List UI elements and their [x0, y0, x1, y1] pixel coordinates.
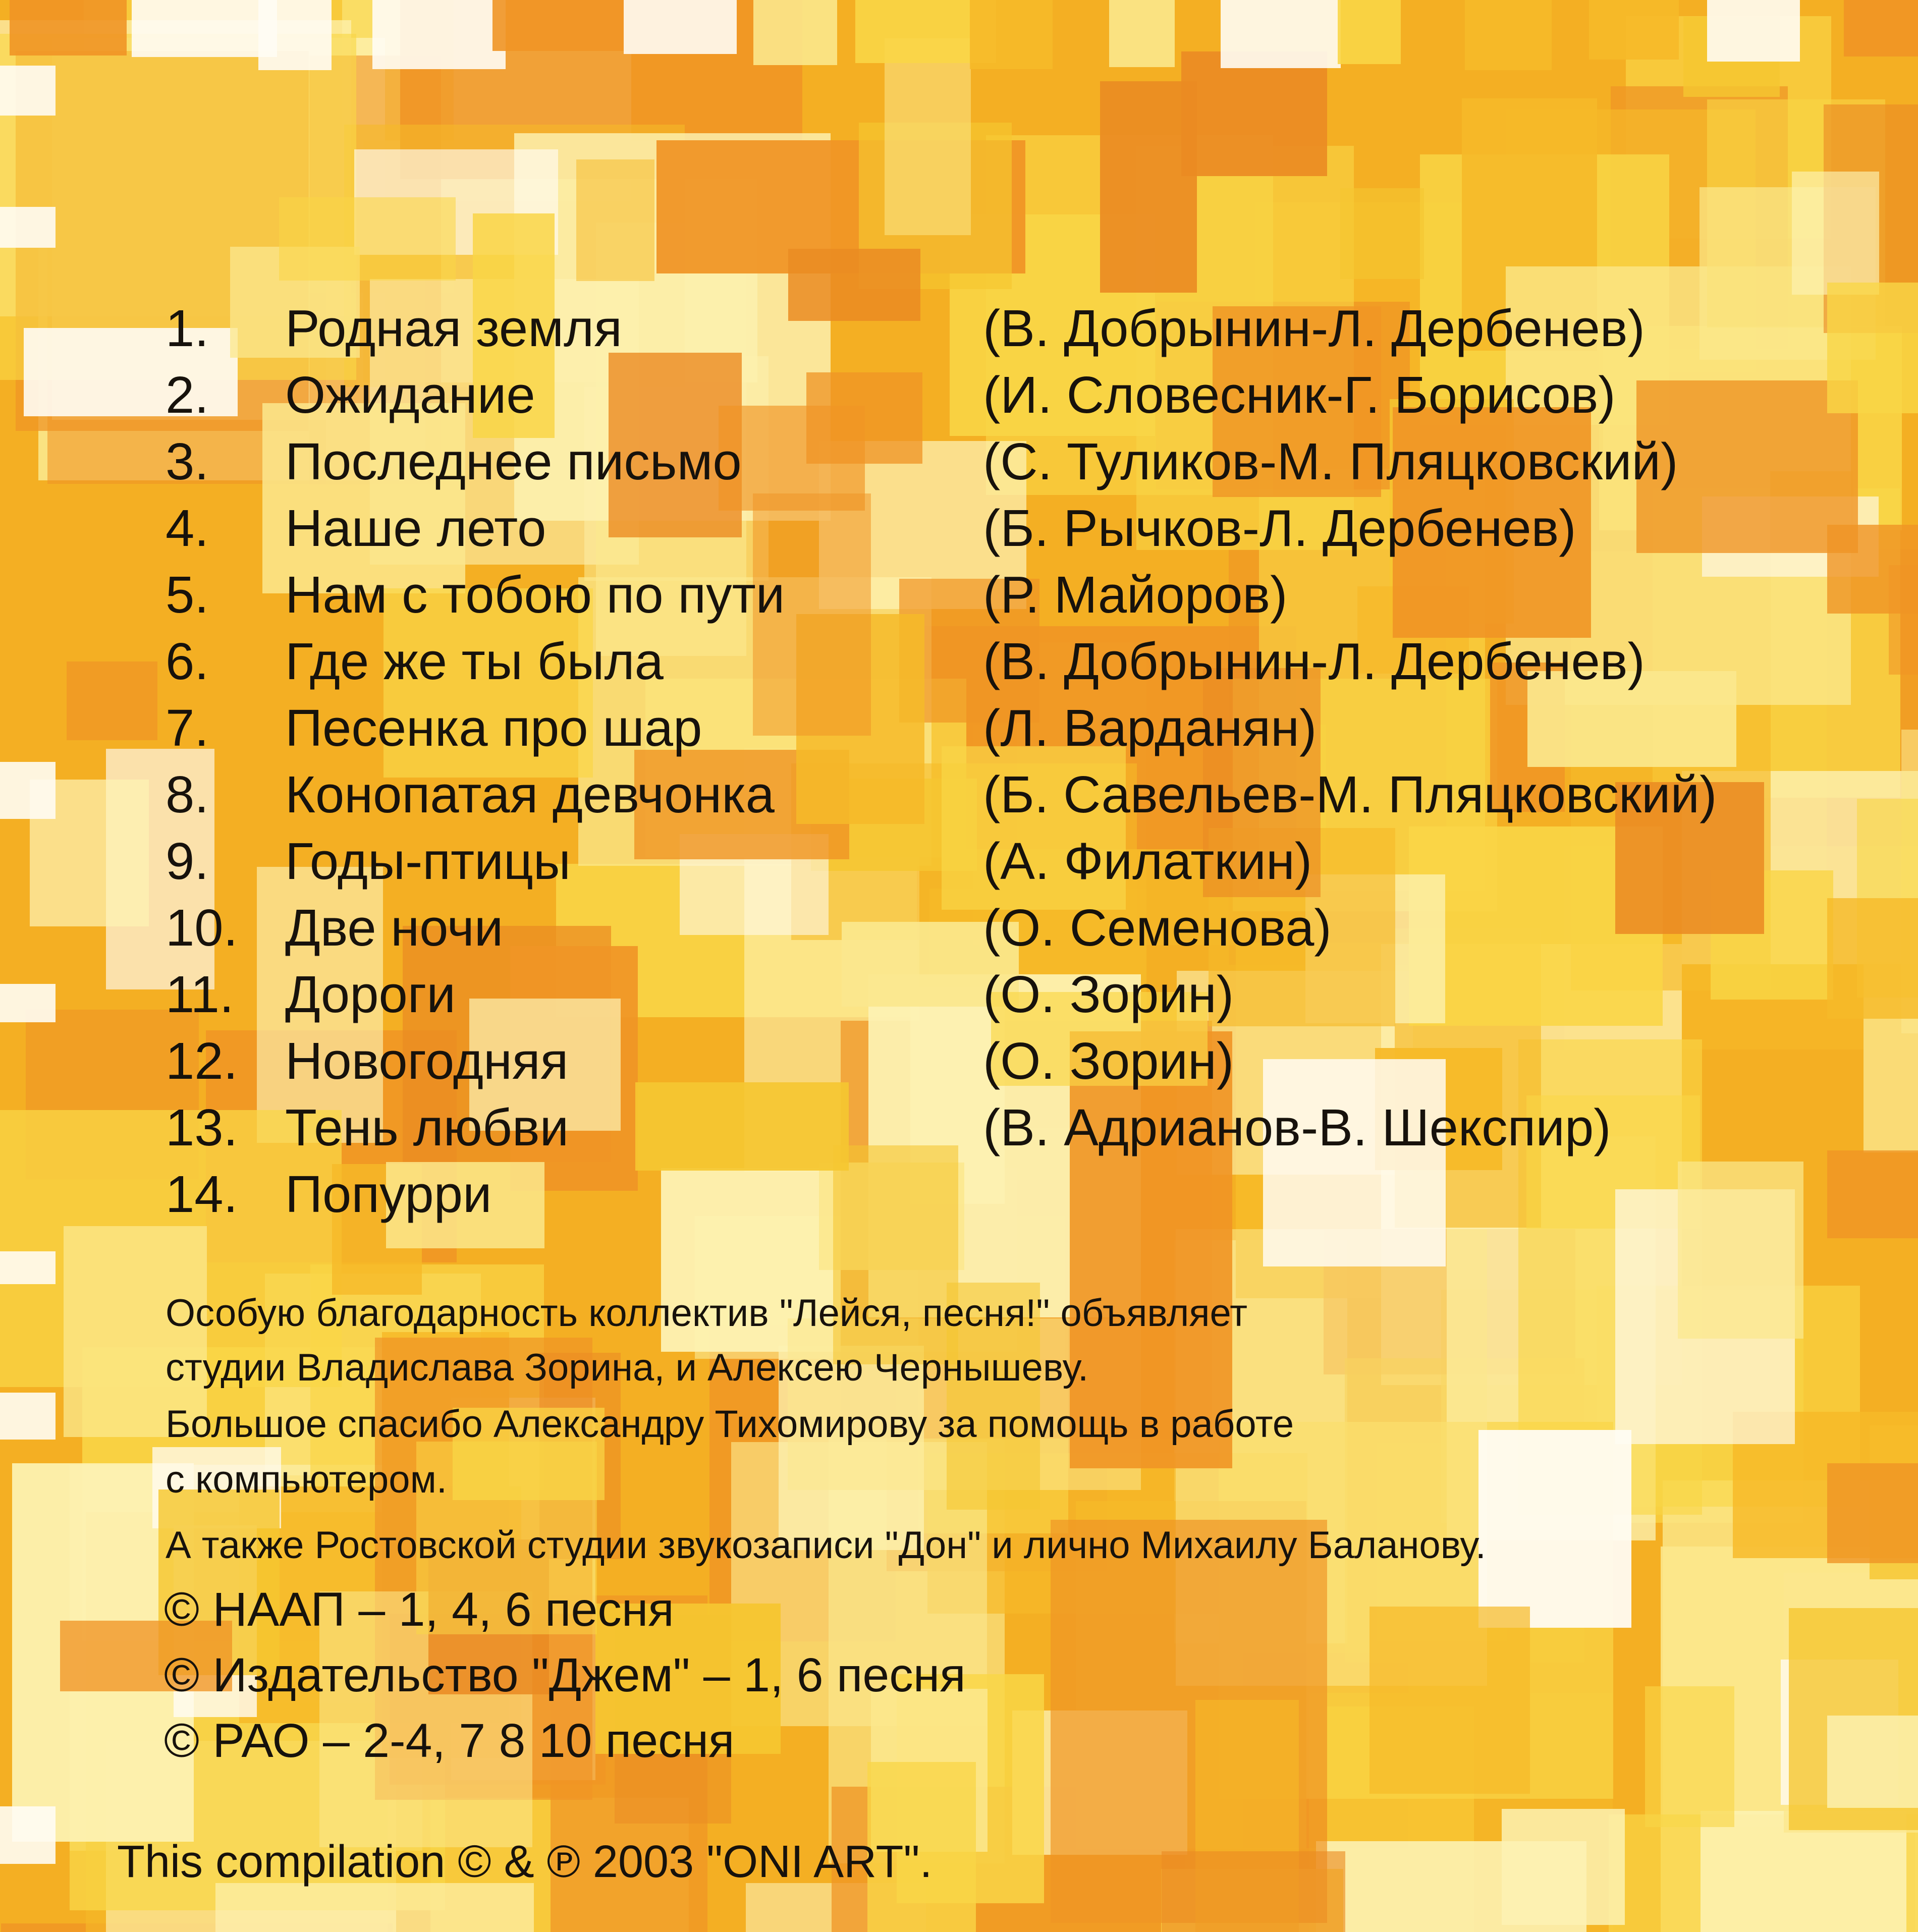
thanks-line: А также Ростовской студии звукозаписи "Дон" и лично Михаилу Баланову.: [166, 1524, 1486, 1567]
track-title: Нам с тобою по пути: [285, 566, 785, 624]
track-title: Годы-птицы: [285, 832, 571, 890]
track-row: [0, 1028, 1867, 1094]
thanks-line: с компьютером.: [166, 1458, 447, 1501]
track-title: Ожидание: [285, 366, 535, 424]
track-title: Где же ты была: [285, 632, 664, 690]
track-row: [0, 895, 1867, 961]
track-credit: (Б. Рычков-Л. Дербенев): [983, 499, 1576, 557]
track-row: [0, 828, 1867, 895]
track-title: Конопатая девчонка: [285, 765, 775, 823]
track-row: [0, 428, 1867, 495]
track-row: [0, 295, 1867, 362]
track-number: 14.: [166, 1165, 238, 1223]
track-row: [0, 1161, 1867, 1228]
thanks-line: студии Владислава Зорина, и Алексею Чернышеву.: [166, 1346, 1089, 1389]
track-number: 7.: [166, 699, 209, 757]
rights-line: © Издательство "Джем" – 1, 6 песня: [164, 1648, 966, 1702]
rights-line: © НААП – 1, 4, 6 песня: [164, 1583, 674, 1636]
track-title: Тень любви: [285, 1098, 569, 1156]
track-title: Попурри: [285, 1165, 492, 1223]
track-credit: (Л. Варданян): [983, 699, 1317, 757]
track-number: 5.: [166, 566, 209, 624]
track-number: 12.: [166, 1032, 238, 1090]
track-number: 2.: [166, 366, 209, 424]
track-number: 4.: [166, 499, 209, 557]
track-credit: (Б. Савельев-М. Пляцковский): [983, 765, 1717, 823]
track-credit: (А. Филаткин): [983, 832, 1312, 890]
track-row: [0, 695, 1867, 761]
rights-line: © РАО – 2-4, 7 8 10 песня: [164, 1714, 735, 1768]
track-title: Песенка про шар: [285, 699, 702, 757]
track-credit: (О. Семенова): [983, 899, 1332, 957]
track-credit: (В. Адрианов-В. Шекспир): [983, 1098, 1611, 1156]
track-credit: (О. Зорин): [983, 965, 1234, 1023]
track-row: [0, 628, 1867, 695]
track-number: 13.: [166, 1098, 238, 1156]
thanks-line: Особую благодарность коллектив "Лейся, песня!" объявляет: [166, 1292, 1248, 1335]
track-credit: (Р. Майоров): [983, 566, 1288, 624]
track-credit: (О. Зорин): [983, 1032, 1234, 1090]
track-credit: (С. Туликов-М. Пляцковский): [983, 432, 1678, 490]
compilation-copyright: This compilation © & ℗ 2003 "ONI ART".: [117, 1837, 933, 1887]
track-row: [0, 495, 1867, 562]
track-number: 3.: [166, 432, 209, 490]
track-row: [0, 1094, 1867, 1161]
track-title: Родная земля: [285, 299, 622, 357]
track-number: 1.: [166, 299, 209, 357]
track-row: [0, 761, 1867, 828]
thanks-line: Большое спасибо Александру Тихомирову за помощь в работе: [166, 1403, 1294, 1446]
track-row: [0, 562, 1867, 628]
track-credit: (И. Словесник-Г. Борисов): [983, 366, 1616, 424]
track-credit: (В. Добрынин-Л. Дербенев): [983, 632, 1645, 690]
track-number: 11.: [166, 965, 234, 1023]
track-number: 6.: [166, 632, 209, 690]
track-title: Наше лето: [285, 499, 546, 557]
track-title: Последнее письмо: [285, 432, 742, 490]
track-number: 10.: [166, 899, 238, 957]
track-title: Дороги: [285, 965, 456, 1023]
track-row: [0, 961, 1867, 1028]
track-number: 9.: [166, 832, 209, 890]
track-number: 8.: [166, 765, 209, 823]
track-credit: (В. Добрынин-Л. Дербенев): [983, 299, 1645, 357]
track-title: Две ночи: [285, 899, 504, 957]
track-row: [0, 362, 1867, 428]
track-title: Новогодняя: [285, 1032, 569, 1090]
